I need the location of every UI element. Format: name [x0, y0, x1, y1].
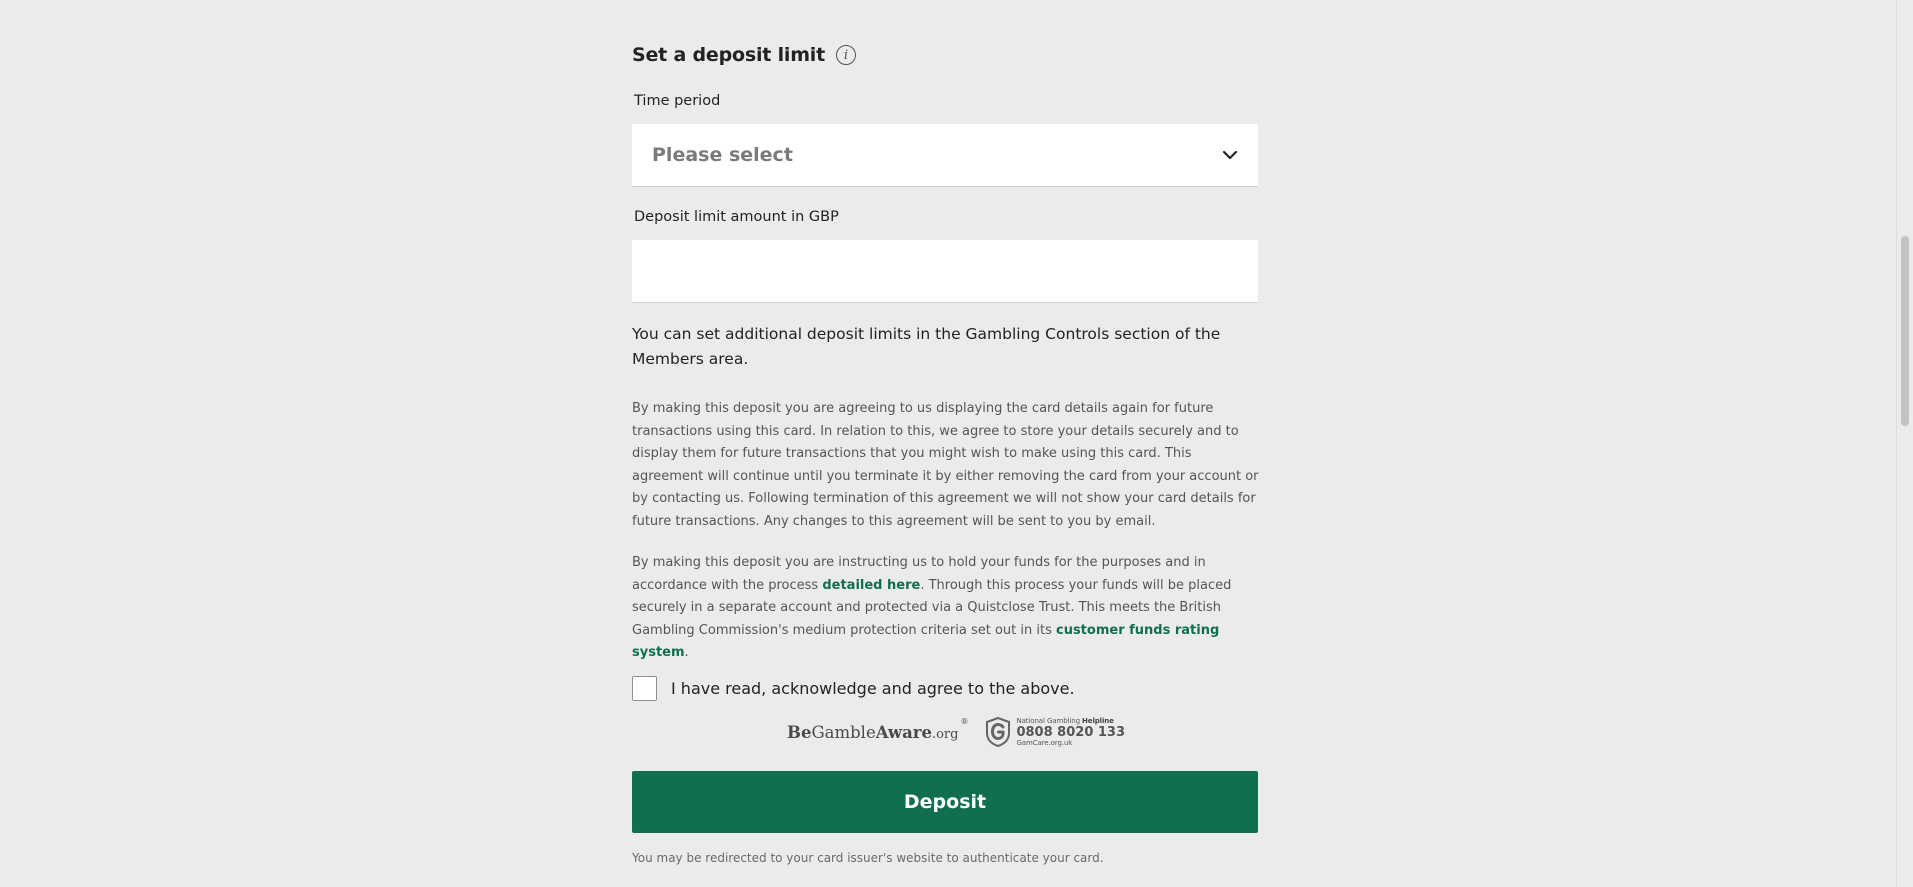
heading-row	[632, 44, 856, 66]
info-icon[interactable]: i	[836, 45, 856, 65]
deposit-amount-label: Deposit limit amount in GBP	[634, 209, 839, 225]
agreement-row	[632, 676, 1075, 701]
deposit-button[interactable]: Deposit	[632, 771, 1258, 833]
gamcare-text	[1016, 718, 1125, 747]
gamcare-site: GamCare.org.uk	[1016, 738, 1073, 747]
funds-text-part3: .	[684, 645, 689, 660]
funds-text-part2: . Through this process your funds will be placed securely in a separate account and protected via a Quistclose Trust. This meets the British Gambling Commission's medium protection criteria set out in its	[632, 577, 1232, 638]
agreement-label[interactable]: I have read, acknowledge and agree to the above.	[671, 679, 1075, 698]
detailed-here-link[interactable]: detailed here	[822, 577, 921, 593]
funds-protection-text	[632, 552, 1262, 665]
gamcare-phone: 0808 8020 133	[1016, 724, 1126, 740]
responsible-gambling-logos	[787, 716, 1125, 748]
funds-text-part1: By making this deposit you are instructing us to hold your funds for the purposes and in accordance with the process	[632, 555, 1206, 593]
deposit-amount-input[interactable]	[632, 240, 1258, 303]
gamcare-g-icon	[984, 716, 1012, 748]
gamcare-logo[interactable]	[984, 716, 1125, 748]
chevron-down-icon	[1221, 146, 1239, 164]
scrollbar-thumb[interactable]	[1901, 236, 1909, 426]
agreement-checkbox[interactable]	[632, 676, 657, 701]
card-agreement-text: By making this deposit you are agreeing to us displaying the card details again for future transactions using this card. In relation to this, we agree to store your details securely and to display them for future transactions that you might wish to make using this card. This agreement will continue until you terminate it by either removing the card from your account or by contacting us. Following termination of this agreement we will not show your card details for future transactions. Any changes to this agreement will be sent to you by email.	[632, 401, 1259, 529]
gamcare-helpline-title: National Gambling Helpline	[1016, 716, 1114, 725]
time-period-label: Time period	[634, 93, 721, 109]
time-period-selected-value: Please select	[652, 144, 793, 166]
section-heading: Set a deposit limit	[632, 44, 825, 66]
additional-limits-text: You can set additional deposit limits in the Gambling Controls section of the Members area.	[632, 325, 1221, 368]
redirect-note: You may be redirected to your card issuer's website to authenticate your card.	[632, 851, 1104, 865]
scrollbar-track[interactable]	[1896, 0, 1913, 887]
time-period-select[interactable]	[632, 124, 1258, 187]
customer-funds-rating-link[interactable]: customer funds rating system	[632, 622, 1220, 660]
begambleaware-logo[interactable]: BeGambleAware.org ®	[787, 716, 969, 742]
